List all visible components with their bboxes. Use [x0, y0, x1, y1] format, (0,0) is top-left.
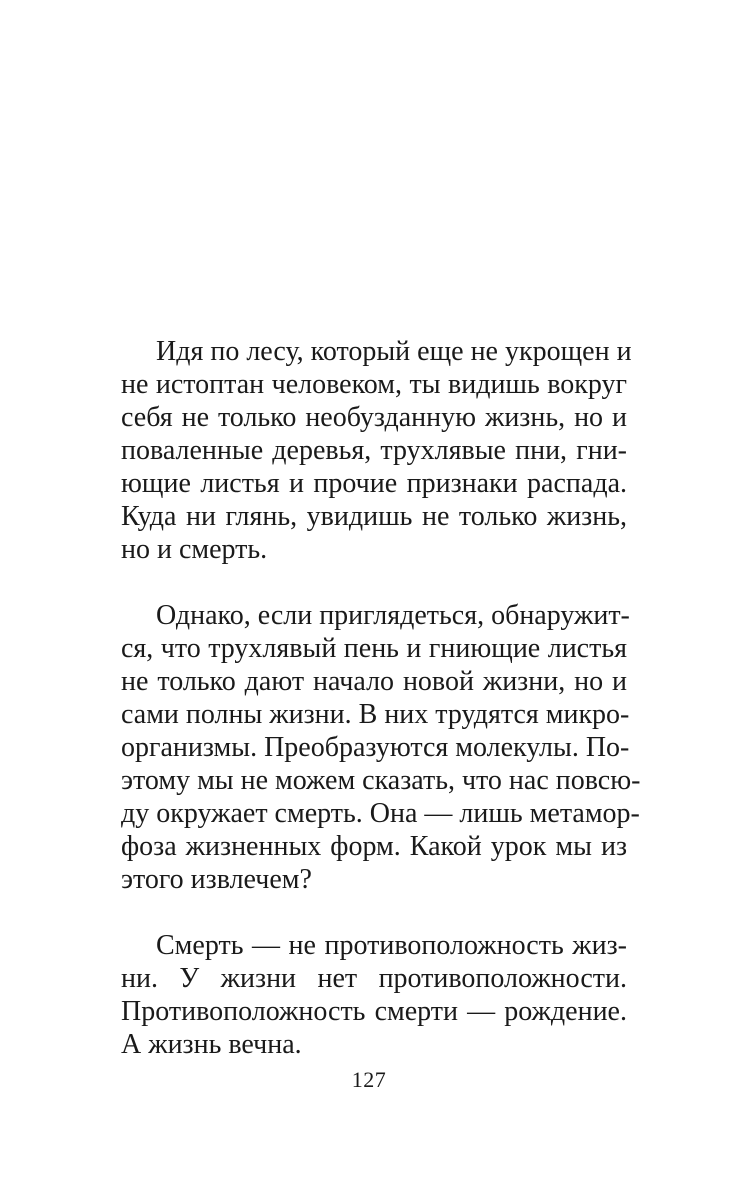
text-line: сами полны жизни. В них трудятся микро- — [121, 699, 630, 730]
text-line: Идя по лесу, который еще не укрощен и — [156, 336, 632, 367]
text-line: организмы. Преобразуются молекулы. По- — [121, 732, 630, 763]
text-line: А жизнь вечна. — [121, 1029, 302, 1060]
paragraph-1 — [121, 335, 632, 566]
text-line: фоза жизненных форм. Какой урок мы из — [121, 831, 627, 862]
text-line: Куда ни глянь, увидишь не только жизнь, — [121, 501, 627, 532]
paragraph-2 — [121, 599, 641, 896]
text-line: Противоположность смерти — рождение. — [121, 996, 627, 1027]
page-number: 127 — [351, 1067, 387, 1092]
body-text — [121, 335, 641, 1061]
text-line: Однако, если приглядеться, обнаружит- — [156, 600, 630, 631]
text-line: Смерть — не противоположность жиз- — [156, 930, 627, 961]
paragraph-3 — [121, 929, 627, 1061]
text-line: этому мы не можем сказать, что нас повсю- — [121, 765, 641, 796]
paragraph-spacer — [121, 566, 627, 599]
text-line: поваленные деревья, трухлявые пни, гни- — [121, 435, 627, 466]
text-line: но и смерть. — [121, 534, 268, 565]
text-line: не только дают начало новой жизни, но и — [121, 666, 627, 697]
text-line: ющие листья и прочие признаки распада. — [121, 468, 627, 499]
text-line: ни. У жизни нет противоположности. — [121, 963, 627, 994]
paragraph-spacer — [121, 896, 627, 929]
text-line: ся, что трухлявый пень и гниющие листья — [121, 633, 627, 664]
text-line: не истоптан человеком, ты видишь вокруг — [121, 369, 627, 400]
text-line: себя не только необузданную жизнь, но и — [121, 402, 627, 433]
text-line: этого извлечем? — [121, 864, 312, 895]
text-line: ду окружает смерть. Она — лишь метамор- — [121, 798, 640, 829]
